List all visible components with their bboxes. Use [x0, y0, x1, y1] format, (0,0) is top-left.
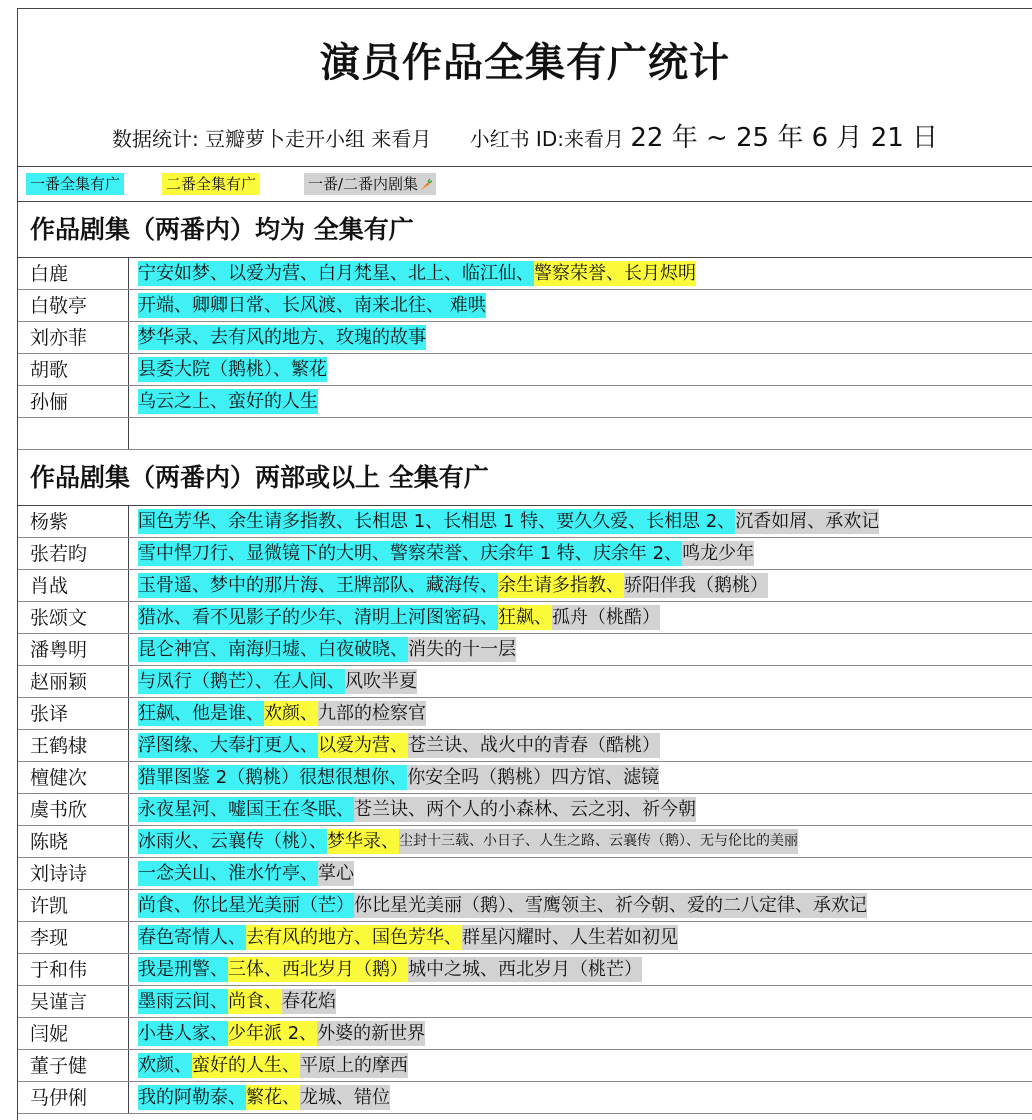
- table-row: [18, 1050, 1032, 1082]
- works-segment: 鸣龙少年: [682, 543, 755, 564]
- table-row: [18, 922, 1032, 954]
- works-segment: 玉骨遥、梦中的那片海、王牌部队、藏海传、: [138, 575, 498, 596]
- works-segment: 国色芳华、余生请多指教、长相思 1、长相思 1 特、要久久爱、长相思 2、: [138, 511, 736, 532]
- page-title: 演员作品全集有广统计: [320, 40, 730, 86]
- works-segment: 消失的十一层: [408, 639, 516, 660]
- works-cell: [129, 986, 1032, 1017]
- works-segment: 春色寄情人、: [138, 927, 246, 948]
- table-row: [18, 418, 1032, 450]
- works-segment: 掌心: [318, 863, 354, 884]
- works-cell: [129, 290, 1032, 321]
- works-segment: 永夜星河、嘘国王在冬眠、: [138, 799, 354, 820]
- works-segment: 与凤行（鹅芒）、在人间、: [138, 671, 345, 692]
- works-segment: 群星闪耀时、人生若如初见: [462, 927, 678, 948]
- works-cell: [129, 1050, 1032, 1081]
- works-segment: 狂飙、他是谁、: [138, 703, 264, 724]
- actor-name: 张译: [18, 698, 129, 729]
- actor-name: 马伊俐: [18, 1082, 129, 1113]
- works-segment: 尚食、你比星光美丽（芒）: [138, 895, 354, 916]
- works-segment: 以爱为营、: [318, 735, 408, 756]
- works-segment: 龙城、错位: [300, 1087, 390, 1108]
- works-segment: 浮图缘、大奉打更人、: [138, 735, 318, 756]
- works-segment: 春花焰: [282, 991, 336, 1012]
- works-segment: 梦华录、: [327, 831, 399, 852]
- actor-name: 王鹤棣: [18, 730, 129, 761]
- works-segment: 去有风的地方、国色芳华、: [246, 927, 462, 948]
- works-segment: 你比星光美丽（鹅）、雪鹰领主、祈今朝、爱的二八定律、承欢记: [354, 895, 867, 916]
- actor-name: 刘诗诗: [18, 858, 129, 889]
- section1-heading: 作品剧集（两番内）均为 全集有广: [18, 202, 1032, 258]
- works-cell: [129, 826, 1032, 857]
- works-segment: 一念关山、淮水竹亭、: [138, 863, 318, 884]
- works-cell: [129, 634, 1032, 665]
- works-cell: [129, 386, 1032, 417]
- works-segment: 我是刑警、: [138, 959, 228, 980]
- works-cell: [129, 794, 1032, 825]
- stats-line: [18, 117, 1032, 154]
- works-segment: 九部的检察官: [318, 703, 426, 724]
- works-segment: 余生请多指教、: [498, 575, 624, 596]
- table-row: [18, 354, 1032, 386]
- works-segment: 苍兰诀、战火中的青春（酷桃）: [408, 735, 660, 756]
- works-cell: [129, 506, 1032, 537]
- works-cell: [129, 890, 1032, 921]
- actor-name: 闫妮: [18, 1018, 129, 1049]
- legend-gray: [304, 173, 436, 195]
- works-segment: 骄阳伴我（鹅桃）: [624, 575, 768, 596]
- table-row: [18, 986, 1032, 1018]
- actor-name: 许凯: [18, 890, 129, 921]
- works-segment: 风吹半夏: [345, 671, 417, 692]
- actor-name: 肖战: [18, 570, 129, 601]
- stats-source: 豆瓣萝卜走开小组 来看月: [205, 127, 432, 151]
- table-row: [18, 666, 1032, 698]
- works-cell: [129, 666, 1032, 697]
- works-segment: 尚食、: [228, 991, 282, 1012]
- works-segment: 你安全吗（鹅桃）四方馆、滤镜: [407, 767, 660, 788]
- actor-name: 吴谨言: [18, 986, 129, 1017]
- actor-name: [18, 418, 129, 449]
- works-cell: [129, 730, 1032, 761]
- works-segment: 苍兰诀、两个人的小森林、云之羽、祈今朝: [354, 799, 696, 820]
- table-row: [18, 506, 1032, 538]
- works-segment: 欢颜、: [264, 703, 318, 724]
- works-cell: [129, 322, 1032, 353]
- table-row: [18, 634, 1032, 666]
- table-row: [18, 290, 1032, 322]
- actor-name: 白鹿: [18, 258, 129, 289]
- works-segment: 梦华录、去有风的地方、玫瑰的故事: [138, 327, 426, 348]
- works-segment: 平原上的摩西: [300, 1055, 408, 1076]
- works-segment: 狂飙、: [498, 607, 552, 628]
- table-row: [18, 826, 1032, 858]
- works-segment: 县委大院（鹅桃）、繁花: [138, 359, 327, 380]
- actor-name: 赵丽颖: [18, 666, 129, 697]
- works-segment: 尘封十三载、小日子、人生之路、云襄传（鹅）、无与伦比的美丽: [399, 829, 798, 854]
- works-segment: 警察荣誉、长月烬明: [534, 263, 696, 284]
- works-segment: 猎罪图鉴 2（鹅桃）很想很想你、: [138, 767, 408, 788]
- works-segment: 沉香如屑、承欢记: [735, 511, 880, 532]
- actor-name: 张颂文: [18, 602, 129, 633]
- works-cell: [129, 1082, 1032, 1113]
- carrot-icon: [418, 178, 432, 192]
- works-cell: [129, 354, 1032, 385]
- stats-label: 数据统计:: [111, 127, 199, 151]
- sheet-header: [18, 9, 1032, 167]
- actor-name: 董子健: [18, 1050, 129, 1081]
- actor-name: 孙俪: [18, 386, 129, 417]
- legend-cyan: 一番全集有广: [26, 173, 124, 195]
- works-cell: [129, 538, 1032, 569]
- table-row: [18, 602, 1032, 634]
- works-segment: 我的阿勒泰、: [138, 1087, 246, 1108]
- works-cell: [129, 1018, 1032, 1049]
- section2-table: [18, 506, 1032, 1114]
- actor-name: 李现: [18, 922, 129, 953]
- works-segment: 猎冰、看不见影子的少年、清明上河图密码、: [138, 607, 498, 628]
- works-cell: [129, 762, 1032, 793]
- actor-name: 张若昀: [18, 538, 129, 569]
- table-row: [18, 954, 1032, 986]
- table-row: [18, 794, 1032, 826]
- table-row: [18, 258, 1032, 290]
- works-segment: 蛮好的人生、: [192, 1055, 300, 1076]
- works-segment: 繁花、: [246, 1087, 300, 1108]
- statistics-sheet: [17, 8, 1032, 1120]
- actor-name: 虞书欣: [18, 794, 129, 825]
- table-row: [18, 730, 1032, 762]
- works-segment: 雪中悍刀行、显微镜下的大明、警察荣誉、庆余年 1 特、庆余年 2、: [138, 543, 683, 564]
- works-cell: [129, 602, 1032, 633]
- actor-name: 刘亦菲: [18, 322, 129, 353]
- legend-gray-label: 一番/二番内剧集: [308, 175, 419, 193]
- works-cell: [129, 258, 1032, 289]
- actor-name: 杨紫: [18, 506, 129, 537]
- actor-name: 檀健次: [18, 762, 129, 793]
- works-segment: 欢颜、: [138, 1055, 192, 1076]
- works-segment: 孤舟（桃酷）: [552, 607, 660, 628]
- actor-name: 潘粤明: [18, 634, 129, 665]
- actor-name: 陈晓: [18, 826, 129, 857]
- works-cell: [129, 698, 1032, 729]
- works-segment: 外婆的新世界: [317, 1023, 426, 1044]
- works-segment: 城中之城、西北岁月（桃芒）: [408, 959, 642, 980]
- table-row: [18, 538, 1032, 570]
- table-row: [18, 890, 1032, 922]
- actor-name: 白敬亭: [18, 290, 129, 321]
- table-row: [18, 1018, 1032, 1050]
- works-segment: 冰雨火、云襄传（桃）、: [138, 831, 327, 852]
- legend-yellow: 二番全集有广: [162, 173, 260, 195]
- works-cell: [129, 418, 1032, 449]
- works-segment: 昆仑神宫、南海归墟、白夜破晓、: [138, 639, 408, 660]
- actor-name: 于和伟: [18, 954, 129, 985]
- actor-name: 胡歌: [18, 354, 129, 385]
- table-row: [18, 322, 1032, 354]
- works-segment: 乌云之上、蛮好的人生: [138, 391, 318, 412]
- table-row: [18, 570, 1032, 602]
- works-segment: 少年派 2、: [228, 1023, 318, 1044]
- works-segment: 墨雨云间、: [138, 991, 228, 1012]
- table-row: [18, 1082, 1032, 1114]
- works-segment: 开端、卿卿日常、长风渡、南来北往、 难哄: [138, 295, 486, 316]
- works-segment: 宁安如梦、以爱为营、白月梵星、北上、临江仙、: [138, 263, 534, 284]
- section1-table: [18, 258, 1032, 450]
- table-row: [18, 386, 1032, 418]
- table-row: [18, 698, 1032, 730]
- works-segment: 小巷人家、: [138, 1023, 228, 1044]
- table-row: [18, 858, 1032, 890]
- date-range: 22 年 ~ 25 年 6 月 21 日: [630, 123, 939, 153]
- table-row: [18, 762, 1032, 794]
- works-cell: [129, 858, 1032, 889]
- works-segment: 三体、西北岁月（鹅）: [228, 959, 408, 980]
- works-cell: [129, 570, 1032, 601]
- section2-heading: 作品剧集（两番内）两部或以上 全集有广: [18, 450, 1032, 506]
- works-cell: [129, 954, 1032, 985]
- works-cell: [129, 922, 1032, 953]
- legend: [18, 167, 1032, 202]
- xhs-id: 小红书 ID:来看月: [469, 127, 624, 151]
